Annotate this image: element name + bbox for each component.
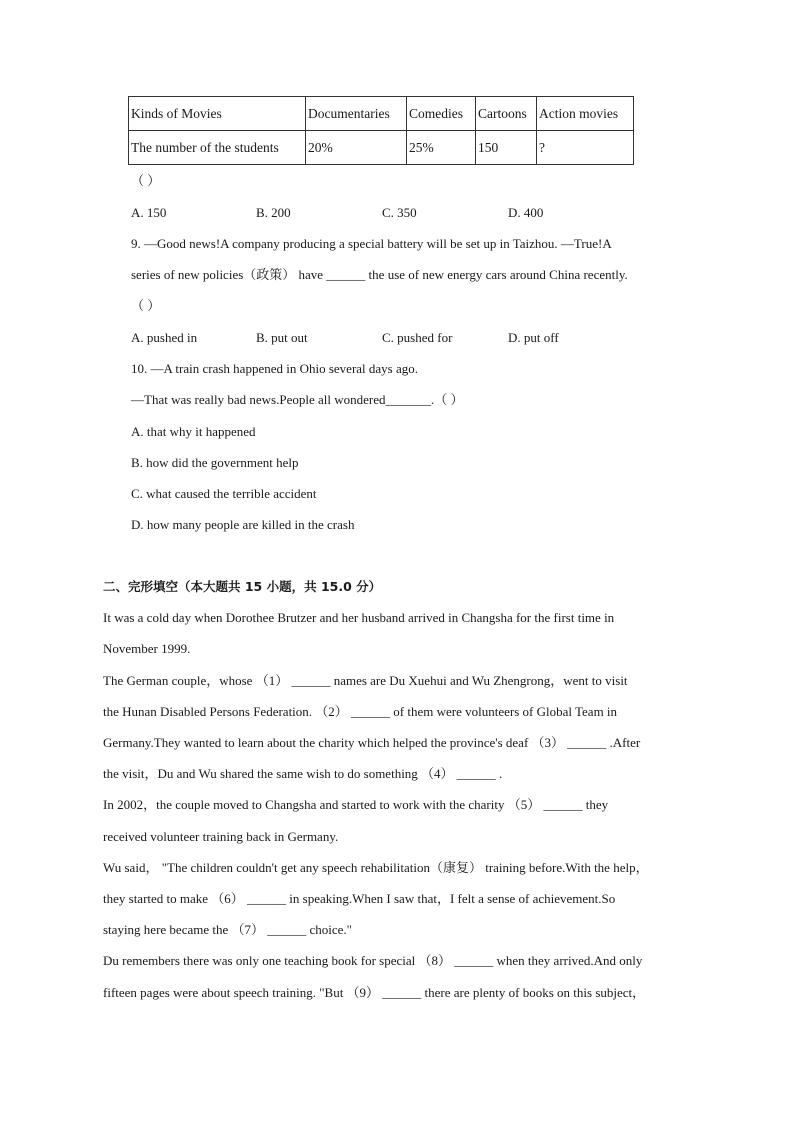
- q10-option-b: B. how did the government help: [131, 455, 299, 470]
- q10-option-a: A. that why it happened: [131, 424, 256, 439]
- q10-stem-line1: 10. —A train crash happened in Ohio several days ago.: [131, 361, 419, 376]
- passage-line: Wu said， "The children couldn't get any speech rehabilitation（康复） training before.With the help，: [103, 860, 649, 875]
- passage-line: the visit，Du and Wu shared the same wish to do something （4） ______ .: [103, 766, 503, 781]
- q8-option-a: A. 150: [131, 205, 167, 220]
- passage-line: they started to make （6） ______ in speaking.When I saw that，I felt a sense of achievement.So: [103, 891, 616, 906]
- q9-answer-paren: （ ）: [131, 298, 161, 313]
- passage-line: In 2002，the couple moved to Changsha and started to work with the charity （5） ______ they: [103, 797, 609, 812]
- passage-line: Germany.They wanted to learn about the charity which helped the province's deaf （3） ______ .After: [103, 735, 641, 750]
- table-cell: Documentaries: [306, 97, 407, 131]
- q10-option-c: C. what caused the terrible accident: [131, 486, 317, 501]
- q8-answer-paren: （ ）: [131, 173, 161, 188]
- table-cell: Comedies: [407, 97, 476, 131]
- table-cell: Cartoons: [476, 97, 537, 131]
- section-heading: 二、完形填空（本大题共 15 小题，共 15.0 分）: [103, 579, 382, 594]
- q9-option-a: A. pushed in: [131, 330, 198, 345]
- table-cell: 150: [476, 131, 537, 165]
- q9-option-d: D. put off: [508, 330, 559, 345]
- passage-line: the Hunan Disabled Persons Federation. （2） ______ of them were volunteers of Global Team in: [103, 704, 618, 719]
- table-header-row: [129, 97, 634, 131]
- table-cell: Action movies: [537, 97, 634, 131]
- passage-line: The German couple，whose （1） ______ names are Du Xuehui and Wu Zhengrong，went to visit: [103, 673, 628, 688]
- q10-stem-line2: —That was really bad news.People all wondered_______.（ ）: [131, 392, 464, 407]
- q9-stem-line1: 9. —Good news!A company producing a special battery will be set up in Taizhou. —True!A: [131, 236, 612, 251]
- q10-option-d: D. how many people are killed in the crash: [131, 517, 355, 532]
- q9-option-c: C. pushed for: [382, 330, 453, 345]
- passage-line: fifteen pages were about speech training. "But （9） ______ there are plenty of books on this subject，: [103, 985, 646, 1000]
- table-row: [129, 131, 634, 165]
- q8-option-b: B. 200: [256, 205, 291, 220]
- table-cell: The number of the students: [129, 131, 306, 165]
- passage-line: staying here became the （7） ______ choice.": [103, 922, 352, 937]
- table-cell: ?: [537, 131, 634, 165]
- q9-stem-line2: series of new policies（政策） have ______ the use of new energy cars around China recently.: [131, 267, 628, 282]
- q8-option-d: D. 400: [508, 205, 544, 220]
- movie-survey-table: [128, 96, 634, 165]
- q8-option-c: C. 350: [382, 205, 417, 220]
- table-cell: Kinds of Movies: [129, 97, 306, 131]
- table-cell: 25%: [407, 131, 476, 165]
- q9-option-b: B. put out: [256, 330, 308, 345]
- passage-line: Du remembers there was only one teaching book for special （8） ______ when they arrived.And only: [103, 953, 643, 968]
- table-cell: 20%: [306, 131, 407, 165]
- passage-line: received volunteer training back in Germany.: [103, 829, 339, 844]
- passage-line: It was a cold day when Dorothee Brutzer and her husband arrived in Changsha for the first time in: [103, 610, 615, 625]
- passage-line: November 1999.: [103, 641, 191, 656]
